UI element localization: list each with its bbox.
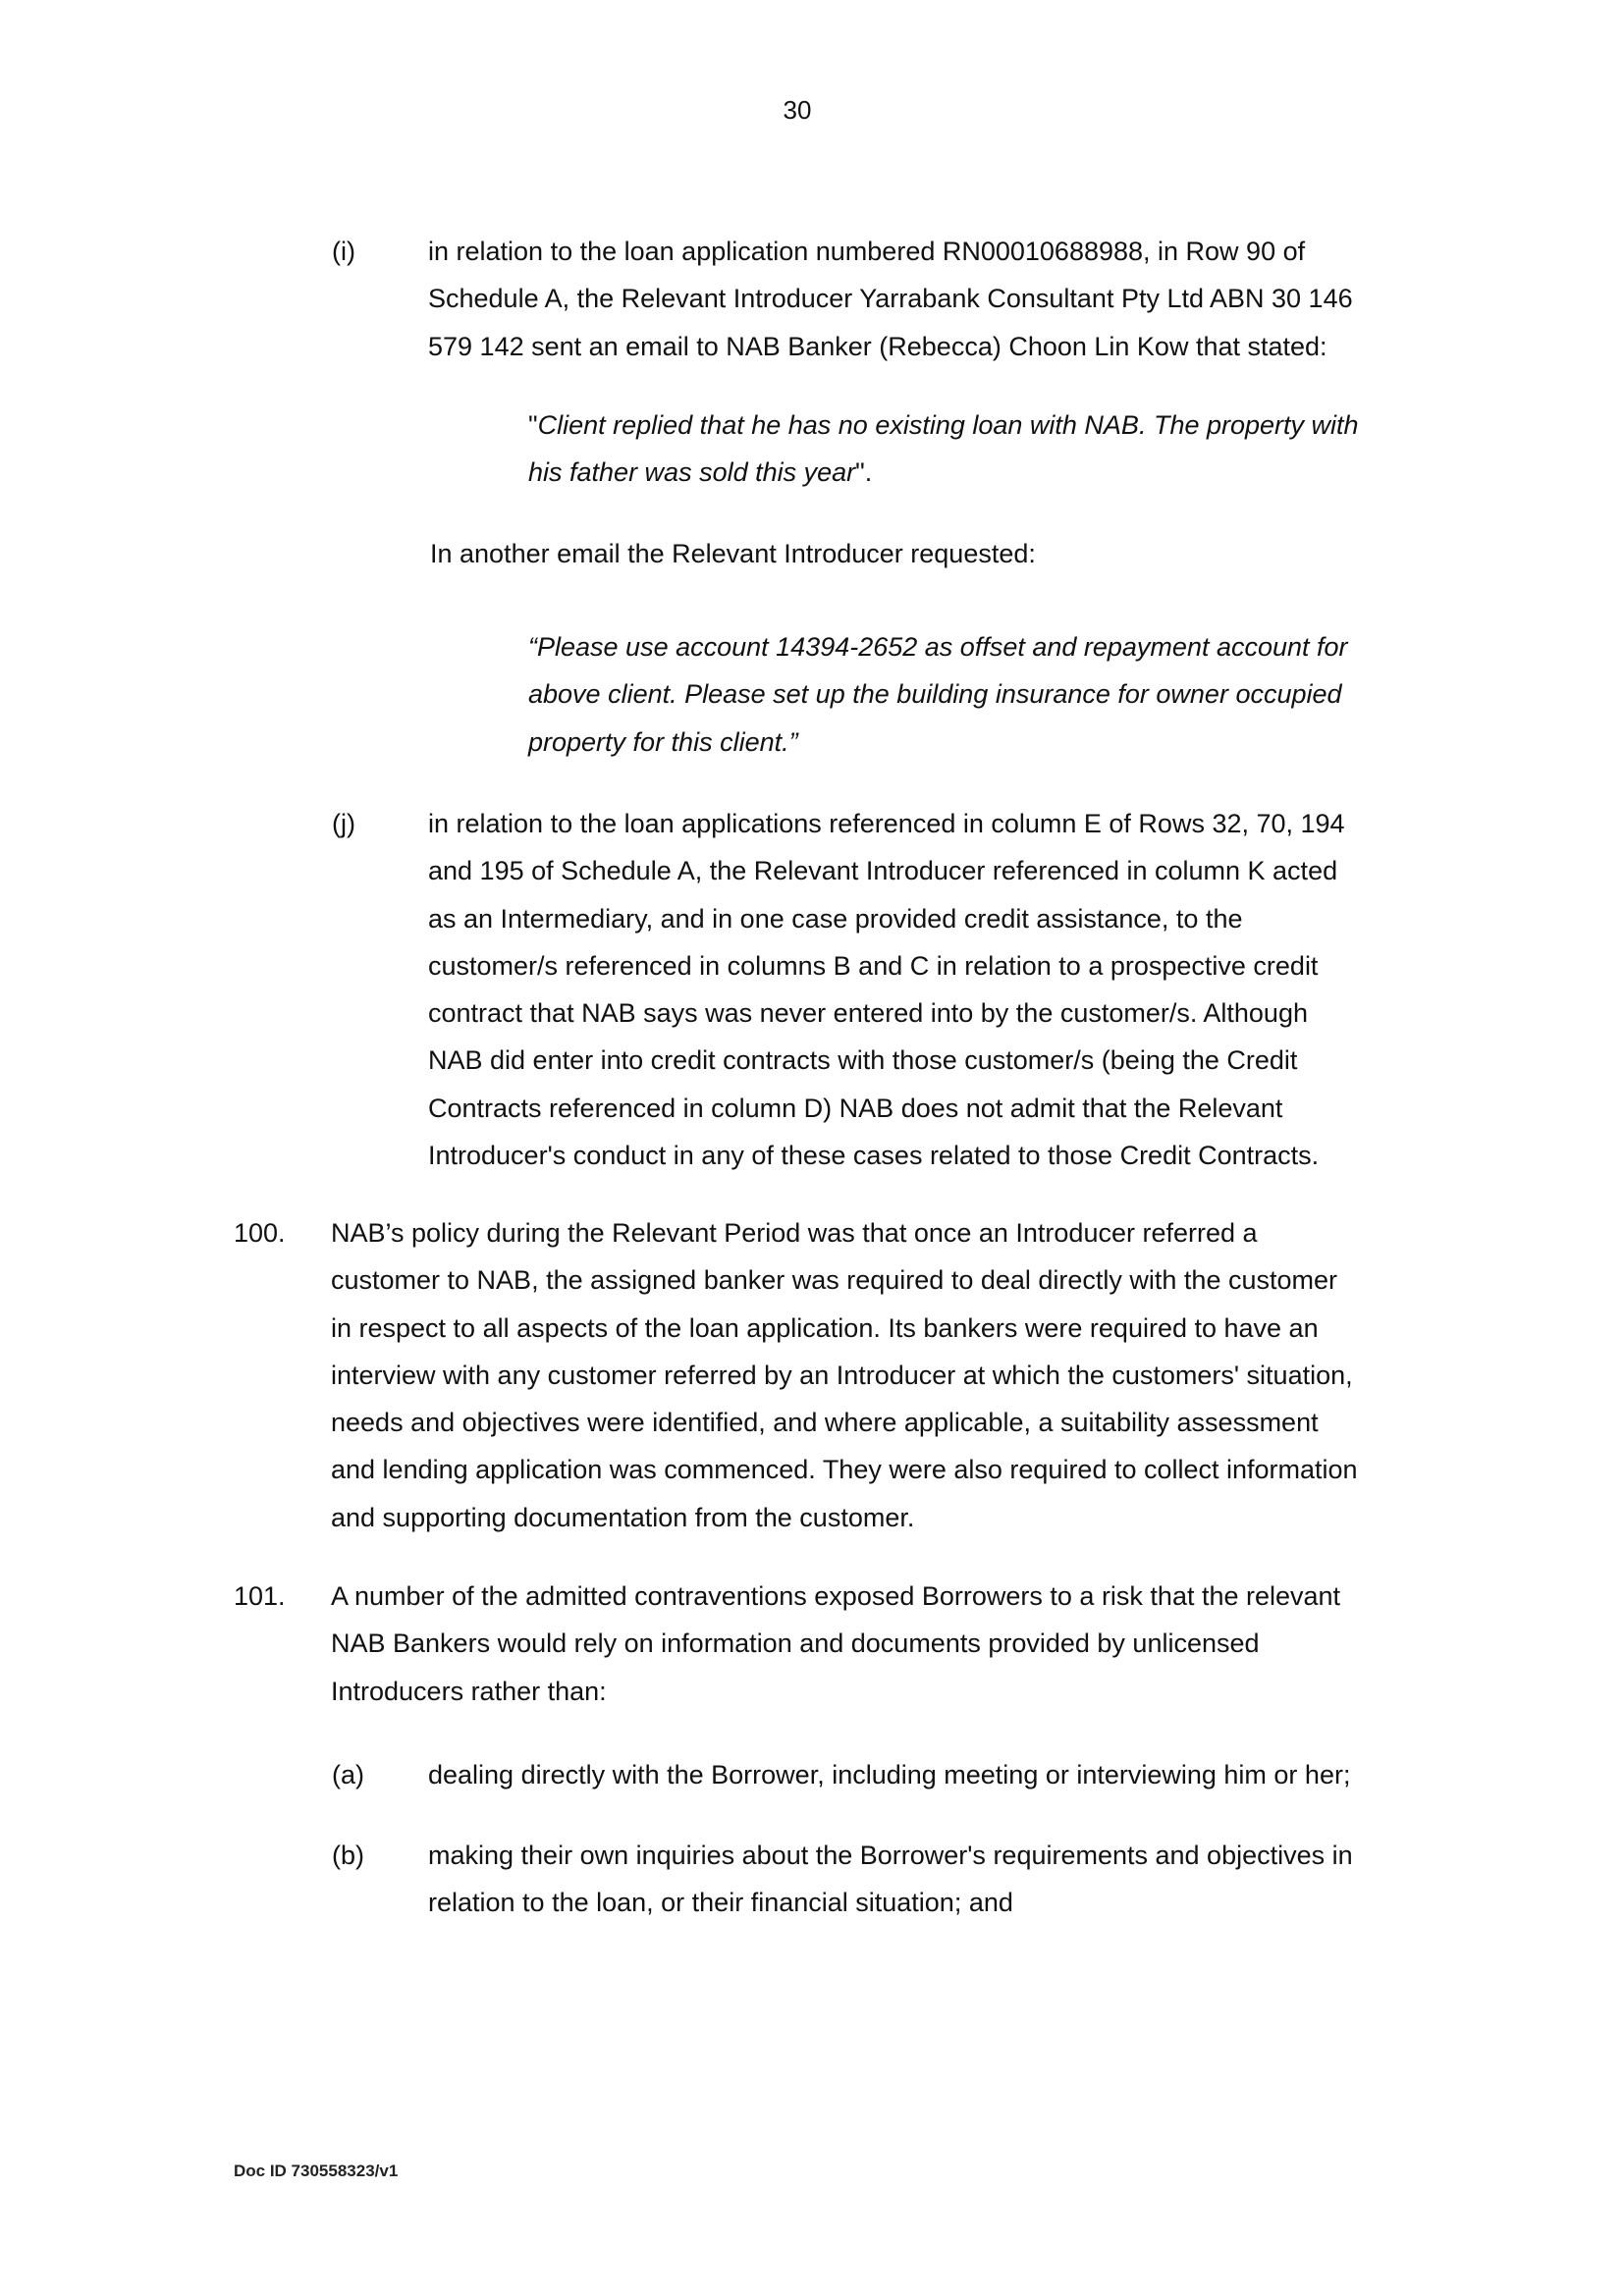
- quote-2-line: property for this client.”: [528, 726, 798, 757]
- quote-1: [528, 401, 1359, 497]
- quote-1-open-mark: ": [528, 410, 538, 440]
- item-j-line: NAB did enter into credit contracts with those customer/s (being the Credit: [428, 1045, 1298, 1076]
- quote-1-line-1: Client replied that he has no existing loan with NAB. The property with: [537, 410, 1359, 440]
- item-i-intro-2: In another email the Relevant Introducer requested:: [430, 539, 1036, 568]
- item-b-label: (b): [332, 1841, 364, 1870]
- item-b-line: making their own inquiries about the Borrower's requirements and objectives in: [428, 1841, 1353, 1870]
- para-100-line: and supporting documentation from the customer.: [331, 1502, 915, 1532]
- item-j-line: in relation to the loan applications referenced in column E of Rows 32, 70, 194: [428, 809, 1345, 838]
- quote-1-line-2: his father was sold this year: [528, 457, 856, 488]
- item-i-label: (i): [332, 237, 355, 266]
- item-a-text: [428, 1751, 1350, 1798]
- item-j-line: and 195 of Schedule A, the Relevant Introducer referenced in column K acted: [428, 856, 1338, 886]
- item-b-text: [428, 1832, 1353, 1927]
- item-a-line: dealing directly with the Borrower, including meeting or interviewing him or her;: [428, 1760, 1351, 1789]
- quote-2-line: above client. Please set up the building insurance for owner occupied: [528, 679, 1342, 710]
- para-101-line: A number of the admitted contraventions exposed Borrowers to a risk that the relevant: [331, 1581, 1341, 1611]
- item-b-line: relation to the loan, or their financial situation; and: [428, 1888, 1013, 1918]
- doc-id-footer: Doc ID 730558323/v1: [234, 2162, 399, 2180]
- para-100-line: in respect to all aspects of the loan application. Its bankers were required to have an: [331, 1312, 1319, 1343]
- para-100-line: NAB’s policy during the Relevant Period was that once an Introducer referred a: [331, 1218, 1258, 1248]
- item-i-line: in relation to the loan application numbered RN00010688988, in Row 90 of: [428, 237, 1306, 266]
- quote-2-line: “Please use account 14394-2652 as offset and repayment account for: [528, 632, 1348, 662]
- para-100-text: [331, 1209, 1358, 1541]
- item-j-line: Introducer's conduct in any of these cases related to those Credit Contracts.: [428, 1141, 1320, 1171]
- item-j-label: (j): [332, 809, 355, 838]
- para-101-text: [331, 1573, 1340, 1715]
- para-100-line: needs and objectives were identified, and where applicable, a suitability assessment: [331, 1408, 1319, 1438]
- item-j-line: Contracts referenced in column D) NAB does not admit that the Relevant: [428, 1093, 1283, 1123]
- item-a-label: (a): [332, 1760, 364, 1789]
- item-i-line: Schedule A, the Relevant Introducer Yarrabank Consultant Pty Ltd ABN 30 146: [428, 284, 1353, 314]
- item-j-line: contract that NAB says was never entered into by the customer/s. Although: [428, 998, 1308, 1029]
- para-100-line: interview with any customer referred by an Introducer at which the customers' situation,: [331, 1360, 1353, 1390]
- item-j-line: as an Intermediary, and in one case provided credit assistance, to the: [428, 903, 1243, 934]
- para-101-line: Introducers rather than:: [331, 1676, 607, 1706]
- para-100-line: and lending application was commenced. They were also required to collect information: [331, 1455, 1358, 1485]
- page-number: 30: [783, 95, 812, 125]
- para-101-line: NAB Bankers would rely on information and documents provided by unlicensed: [331, 1629, 1260, 1659]
- para-100-number: 100.: [234, 1218, 286, 1248]
- item-i-text: [428, 228, 1353, 370]
- para-101-number: 101.: [234, 1581, 286, 1611]
- para-100-line: customer to NAB, the assigned banker was required to deal directly with the customer: [331, 1265, 1337, 1296]
- item-j-line: customer/s referenced in columns B and C in relation to a prospective credit: [428, 950, 1319, 981]
- item-i-line: 579 142 sent an email to NAB Banker (Rebecca) Choon Lin Kow that stated:: [428, 331, 1327, 361]
- quote-2: [528, 623, 1348, 766]
- quote-1-close-mark: ".: [855, 457, 873, 488]
- item-j-text: [428, 800, 1345, 1179]
